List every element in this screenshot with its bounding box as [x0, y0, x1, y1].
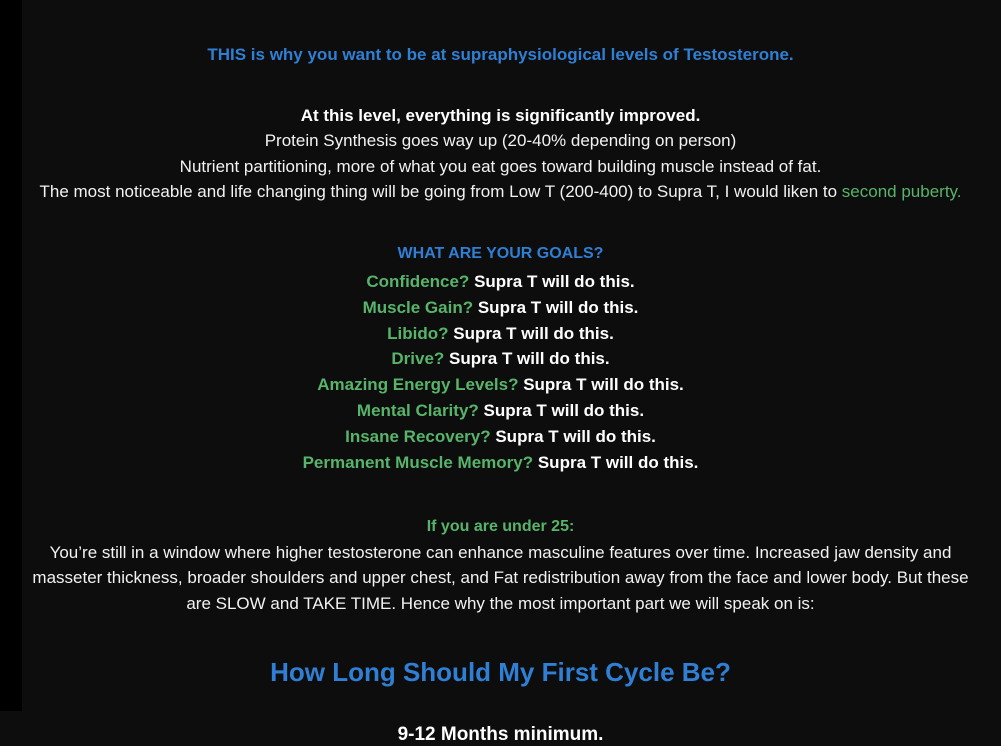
list-item — [22, 398, 979, 424]
under-25-body: You’re still in a window where higher testosterone can enhance masculine features over time. Increased jaw density and masseter thickness, broader shoulders and upper chest, and Fat redistribution away from the face and lower body. But these are SLOW and TAKE TIME. Hence why the most important part we will speak on is: — [32, 542, 969, 614]
benefits-line-4 — [22, 179, 979, 205]
goal-question: Libido? — [387, 323, 449, 343]
list-item — [22, 450, 979, 476]
benefits-line-2: Protein Synthesis goes way up (20-40% depending on person) — [264, 131, 737, 151]
cycle-length-value: 9-12 Months minimum. — [397, 724, 604, 746]
list-item — [22, 346, 979, 372]
under-25-title: If you are under 25: — [426, 517, 575, 535]
goal-question: Amazing Energy Levels? — [317, 375, 519, 395]
goal-answer: Supra T will do this. — [453, 323, 614, 343]
left-margin-bar — [0, 0, 22, 711]
goal-answer: Supra T will do this. — [523, 375, 684, 395]
list-item — [22, 321, 979, 347]
list-item — [22, 269, 979, 295]
list-item — [22, 372, 979, 398]
goal-question: Mental Clarity? — [356, 401, 479, 421]
benefits-line-1: At this level, everything is significantly improved. — [300, 105, 701, 125]
benefits-line-3: Nutrient partitioning, more of what you eat goes toward building muscle instead of fat. — [179, 156, 822, 176]
goal-answer: Supra T will do this. — [449, 349, 610, 369]
benefits-line-4-highlight: second puberty. — [841, 182, 962, 202]
goal-question: Muscle Gain? — [362, 297, 474, 317]
goals-list — [22, 269, 979, 476]
goals-title: WHAT ARE YOUR GOALS? — [397, 244, 604, 262]
benefits-section — [22, 103, 979, 205]
benefits-line-4-text: The most noticeable and life changing thing will be going from Low T (200-400) to Supra T, I would liken to — [39, 182, 842, 202]
page-headline: THIS is why you want to be at supraphysiological levels of Testosterone. — [207, 45, 794, 64]
goal-answer: Supra T will do this. — [495, 426, 656, 446]
goal-answer: Supra T will do this. — [477, 297, 639, 317]
goal-question: Permanent Muscle Memory? — [302, 452, 534, 472]
goal-question: Insane Recovery? — [345, 426, 491, 446]
goal-question: Confidence? — [366, 271, 470, 291]
list-item — [22, 424, 979, 450]
document-content — [22, 0, 979, 746]
goal-answer: Supra T will do this. — [474, 271, 635, 291]
cycle-length-heading: How Long Should My First Cycle Be? — [270, 657, 731, 688]
goal-answer: Supra T will do this. — [537, 452, 699, 472]
list-item — [22, 295, 979, 321]
goal-answer: Supra T will do this. — [483, 401, 645, 421]
goal-question: Drive? — [391, 349, 445, 369]
